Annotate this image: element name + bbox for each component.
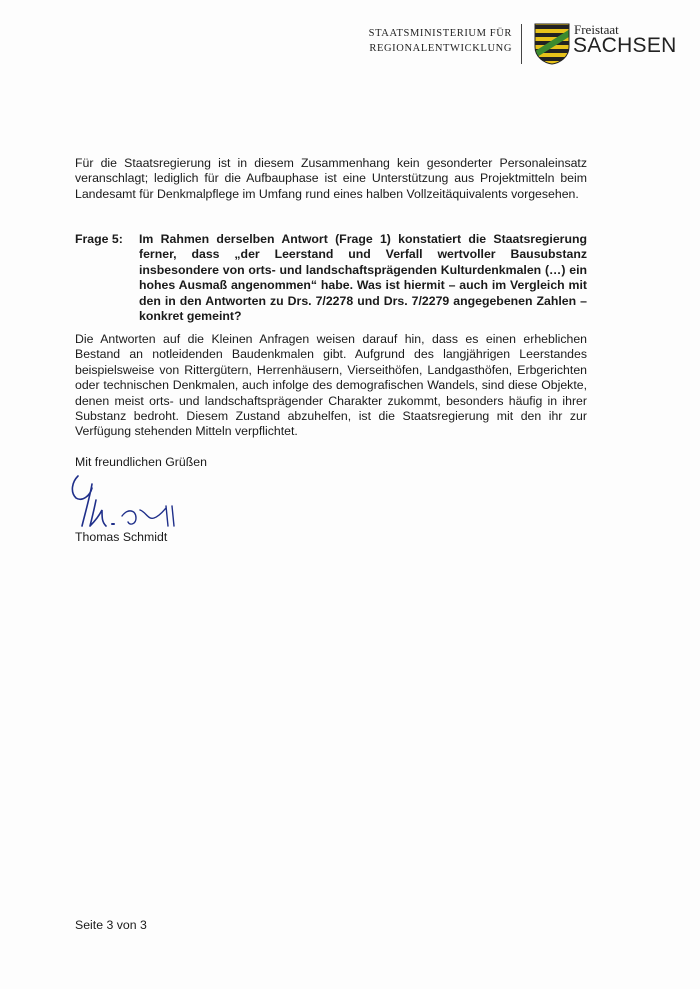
letterhead <box>0 20 700 70</box>
paragraph-1: Für die Staatsregierung ist in diesem Zusammenhang kein gesonderter Personaleinsatz veranschlagt; lediglich für die Aufbauphase ist eine Unterstützung aus Projektmitteln beim Landesamt für Denkmalpflege im Umfang rund eines halben Vollzeitäquivalents vorgesehen. <box>75 156 587 201</box>
ministry-name <box>369 26 512 56</box>
saxony-crest-icon <box>534 23 570 65</box>
ministry-line-2: REGIONALENTWICKLUNG <box>369 43 512 54</box>
paragraph-2: Die Antworten auf die Kleinen Anfragen weisen darauf hin, dass es einen erheblichen Bestand an notleidenden Baudenkmalen gibt. Aufgrund des langjährigen Leerstandes beispielsweise von Rittergütern, Herrenhäusern, Vierseithöfen, Landgasthöfen, Erbgerichten oder technischen Denkmalen, auch infolge des demografischen Wandels, sind diese Objekte, denen meist orts- und landschaftsprägender Charakter zukommt, besonders häufig in ihrer Substanz bedroht. Diesem Zustand abzuhelfen, ist die Staatsregierung mit den ihr zur Verfügung stehenden Mitteln verpflichtet. <box>75 332 587 439</box>
closing-salutation: Mit freundlichen Grüßen <box>75 455 207 469</box>
state-label-big: SACHSEN <box>573 34 677 57</box>
handwritten-signature <box>62 470 192 530</box>
header-divider <box>521 24 522 64</box>
signer-name: Thomas Schmidt <box>75 530 168 544</box>
question-text: Im Rahmen derselben Antwort (Frage 1) konstatiert die Staatsregierung ferner, dass „der Leerstand und Verfall wertvoller Bausubstanz insbesondere von orts- und landschaftsprägenden Kulturdenkmalen (…) ein hohes Ausmaß angenommen“ habe. Was ist hiermit – auch im Vergleich mit den in den Antworten zu Drs. 7/2278 und Drs. 7/2279 angegebenen Zahlen – konkret gemeint? <box>139 232 587 324</box>
page-number: Seite 3 von 3 <box>75 918 147 932</box>
ministry-line-1: STAATSMINISTERIUM FÜR <box>368 28 512 39</box>
question-label: Frage 5: <box>75 232 123 246</box>
state-label-small: Freistaat <box>574 22 619 37</box>
